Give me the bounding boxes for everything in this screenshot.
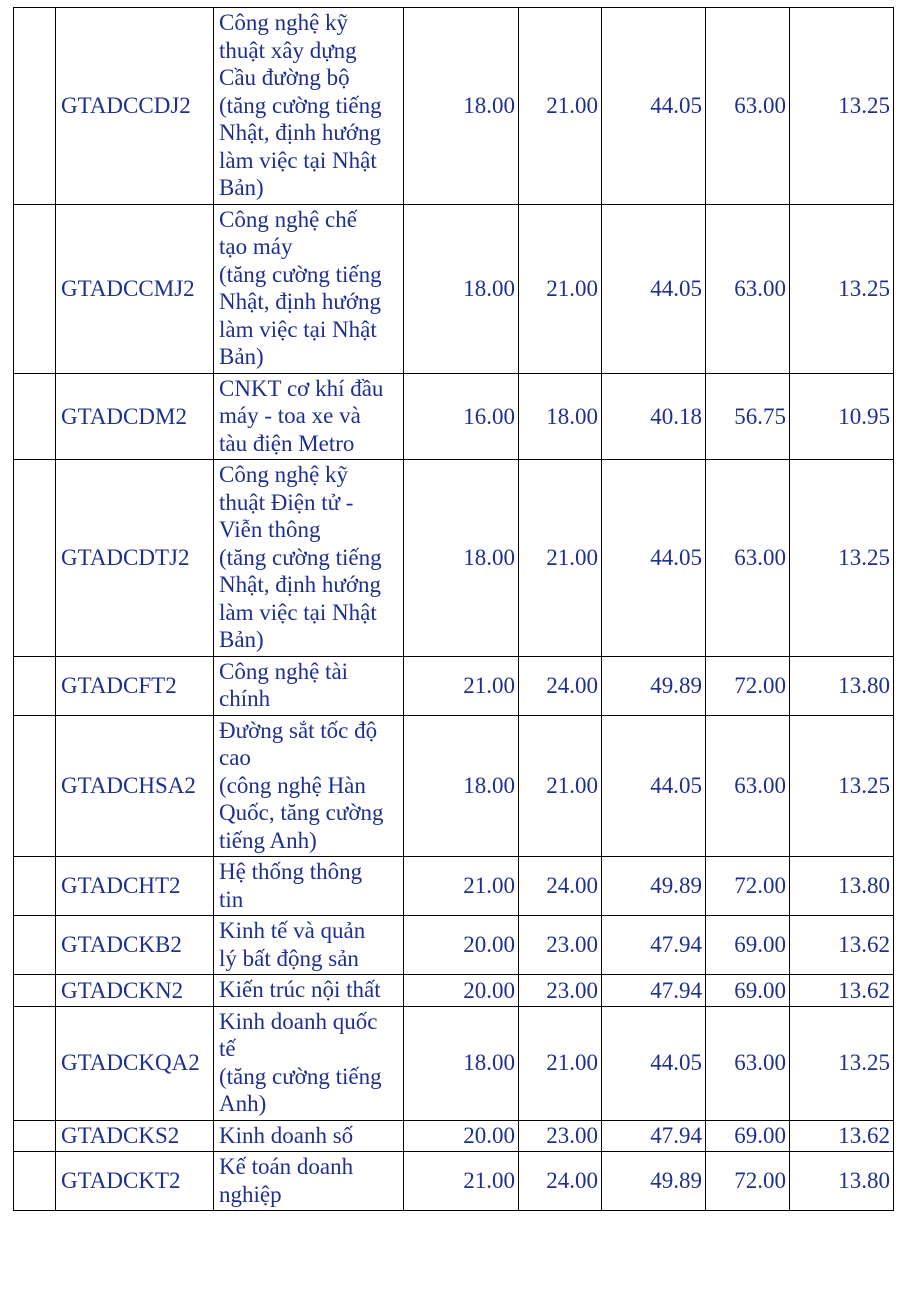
program-name-line: máy - toa xe và: [219, 403, 361, 428]
program-name-cell: [214, 204, 404, 373]
score-cell-5: 13.25: [790, 1006, 894, 1120]
table-body: [14, 8, 894, 1211]
index-cell: [14, 460, 56, 657]
score-cell-4: 69.00: [706, 1120, 790, 1152]
admission-score-table: [13, 7, 894, 1211]
program-name-line: Kinh doanh số: [219, 1122, 354, 1148]
score-cell-2: 24.00: [519, 656, 602, 715]
program-name-line: làm việc tại Nhật: [219, 599, 377, 625]
index-cell: [14, 1006, 56, 1120]
score-cell-5: 13.80: [790, 1152, 894, 1211]
index-cell: [14, 8, 56, 205]
program-name-line: (tăng cường tiếng: [219, 1063, 382, 1089]
program-name-line: Công nghệ chế: [219, 206, 357, 232]
program-code-cell: GTADCCDJ2: [56, 8, 214, 205]
program-name-line: (công nghệ Hàn: [219, 772, 366, 798]
program-name-line: làm việc tại Nhật: [219, 316, 377, 342]
score-cell-2: 23.00: [519, 975, 602, 1007]
score-cell-2: 18.00: [519, 373, 602, 460]
score-cell-1: 18.00: [404, 8, 519, 205]
program-name-line: CNKT cơ khí đầu: [219, 375, 384, 401]
score-cell-5: 13.62: [790, 975, 894, 1007]
program-name-cell: [214, 460, 404, 657]
program-name-line: Công nghệ tài: [219, 658, 349, 684]
program-name-line: tế: [219, 1036, 236, 1061]
program-name-line: Công nghệ kỹ: [219, 10, 349, 35]
score-cell-4: 63.00: [706, 715, 790, 857]
program-name-line: Kinh doanh quốc: [219, 1008, 378, 1034]
score-cell-3: 49.89: [602, 1152, 706, 1211]
program-name-cell: [214, 857, 404, 916]
score-cell-2: 21.00: [519, 460, 602, 657]
program-name-line: Công nghệ kỹ: [219, 462, 349, 487]
score-cell-3: 49.89: [602, 656, 706, 715]
program-name-cell: [214, 1152, 404, 1211]
program-name-line: Nhật, định hướng: [219, 572, 381, 597]
score-cell-4: 63.00: [706, 8, 790, 205]
score-cell-5: 13.25: [790, 8, 894, 205]
program-name-line: Kiến trúc nội thất: [219, 977, 381, 1002]
program-code-cell: GTADCKT2: [56, 1152, 214, 1211]
score-cell-3: 44.05: [602, 1006, 706, 1120]
program-name-line: Bản): [219, 175, 264, 200]
score-cell-5: 13.62: [790, 916, 894, 975]
program-name-line: (tăng cường tiếng: [219, 544, 382, 570]
program-name-line: Anh): [219, 1091, 267, 1116]
program-name-line: thuật xây dựng: [219, 37, 357, 63]
table-row: [14, 8, 894, 205]
program-code-cell: GTADCDTJ2: [56, 460, 214, 657]
score-cell-4: 63.00: [706, 204, 790, 373]
score-cell-3: 47.94: [602, 1120, 706, 1152]
program-name-cell: [214, 373, 404, 460]
program-name-cell: [214, 8, 404, 205]
program-name-line: lý bất động sản: [219, 945, 359, 971]
score-cell-4: 72.00: [706, 656, 790, 715]
program-name-line: Kế toán doanh: [219, 1154, 354, 1179]
program-code-cell: GTADCKS2: [56, 1120, 214, 1152]
index-cell: [14, 373, 56, 460]
score-cell-2: 21.00: [519, 8, 602, 205]
score-cell-1: 18.00: [404, 204, 519, 373]
score-cell-3: 47.94: [602, 916, 706, 975]
program-name-line: làm việc tại Nhật: [219, 147, 377, 173]
program-name-line: (tăng cường tiếng: [219, 261, 382, 287]
index-cell: [14, 656, 56, 715]
program-name-line: Quốc, tăng cường: [219, 800, 384, 825]
score-cell-2: 21.00: [519, 715, 602, 857]
score-cell-2: 23.00: [519, 1120, 602, 1152]
program-name-line: Nhật, định hướng: [219, 120, 381, 145]
score-cell-2: 24.00: [519, 857, 602, 916]
program-name-cell: [214, 715, 404, 857]
score-cell-4: 63.00: [706, 1006, 790, 1120]
program-code-cell: GTADCKN2: [56, 975, 214, 1007]
program-code-cell: GTADCHT2: [56, 857, 214, 916]
score-cell-4: 69.00: [706, 975, 790, 1007]
program-code-cell: GTADCDM2: [56, 373, 214, 460]
table-row: [14, 916, 894, 975]
score-cell-3: 44.05: [602, 204, 706, 373]
score-cell-1: 16.00: [404, 373, 519, 460]
program-name-line: tin: [219, 886, 244, 912]
score-cell-1: 21.00: [404, 1152, 519, 1211]
score-cell-4: 69.00: [706, 916, 790, 975]
score-cell-2: 23.00: [519, 916, 602, 975]
score-cell-4: 56.75: [706, 373, 790, 460]
score-cell-1: 20.00: [404, 975, 519, 1007]
table-row: [14, 1120, 894, 1152]
index-cell: [14, 916, 56, 975]
score-cell-3: 40.18: [602, 373, 706, 460]
program-name-line: Kinh tế và quản: [219, 918, 366, 943]
score-cell-5: 13.25: [790, 204, 894, 373]
score-cell-2: 21.00: [519, 1006, 602, 1120]
index-cell: [14, 1152, 56, 1211]
program-name-line: Đường sắt tốc độ: [219, 717, 378, 743]
program-name-line: tạo máy: [219, 234, 293, 259]
score-cell-3: 44.05: [602, 8, 706, 205]
score-cell-4: 63.00: [706, 460, 790, 657]
program-name-cell: [214, 1006, 404, 1120]
table-row: [14, 460, 894, 657]
score-cell-4: 72.00: [706, 857, 790, 916]
score-cell-1: 18.00: [404, 715, 519, 857]
program-name-line: Cầu đường bộ: [219, 65, 350, 90]
program-code-cell: GTADCFT2: [56, 656, 214, 715]
index-cell: [14, 857, 56, 916]
score-cell-4: 72.00: [706, 1152, 790, 1211]
score-cell-3: 44.05: [602, 460, 706, 657]
program-name-line: nghiệp: [219, 1181, 282, 1207]
program-name-line: tiếng Anh): [219, 827, 317, 853]
table-row: [14, 1152, 894, 1211]
program-code-cell: GTADCKQA2: [56, 1006, 214, 1120]
score-cell-5: 10.95: [790, 373, 894, 460]
score-cell-5: 13.62: [790, 1120, 894, 1152]
score-cell-3: 49.89: [602, 857, 706, 916]
program-code-cell: GTADCHSA2: [56, 715, 214, 857]
program-name-line: Bản): [219, 627, 264, 652]
program-name-cell: [214, 656, 404, 715]
program-name-line: tàu điện Metro: [219, 430, 355, 456]
score-cell-2: 24.00: [519, 1152, 602, 1211]
table-row: [14, 656, 894, 715]
program-name-line: Hệ thống thông: [219, 859, 363, 884]
score-cell-1: 21.00: [404, 656, 519, 715]
score-cell-3: 47.94: [602, 975, 706, 1007]
program-name-line: chính: [219, 686, 271, 711]
program-name-cell: [214, 1120, 404, 1152]
program-name-line: Nhật, định hướng: [219, 289, 381, 314]
table-row: [14, 715, 894, 857]
score-cell-5: 13.80: [790, 857, 894, 916]
score-cell-5: 13.25: [790, 715, 894, 857]
score-cell-1: 18.00: [404, 1006, 519, 1120]
program-code-cell: GTADCCMJ2: [56, 204, 214, 373]
table-row: [14, 204, 894, 373]
score-cell-1: 20.00: [404, 1120, 519, 1152]
table-row: [14, 975, 894, 1007]
table-row: [14, 857, 894, 916]
score-cell-1: 20.00: [404, 916, 519, 975]
score-cell-1: 21.00: [404, 857, 519, 916]
program-name-line: Viễn thông: [219, 517, 321, 542]
program-name-line: Bản): [219, 344, 264, 369]
program-name-line: thuật Điện tử -: [219, 489, 354, 515]
index-cell: [14, 715, 56, 857]
table-row: [14, 1006, 894, 1120]
table-row: [14, 373, 894, 460]
score-cell-2: 21.00: [519, 204, 602, 373]
score-cell-5: 13.25: [790, 460, 894, 657]
index-cell: [14, 1120, 56, 1152]
score-cell-1: 18.00: [404, 460, 519, 657]
index-cell: [14, 975, 56, 1007]
score-cell-3: 44.05: [602, 715, 706, 857]
program-name-cell: [214, 975, 404, 1007]
score-cell-5: 13.80: [790, 656, 894, 715]
program-code-cell: GTADCKB2: [56, 916, 214, 975]
index-cell: [14, 204, 56, 373]
program-name-line: (tăng cường tiếng: [219, 92, 382, 118]
program-name-line: cao: [219, 745, 251, 770]
program-name-cell: [214, 916, 404, 975]
